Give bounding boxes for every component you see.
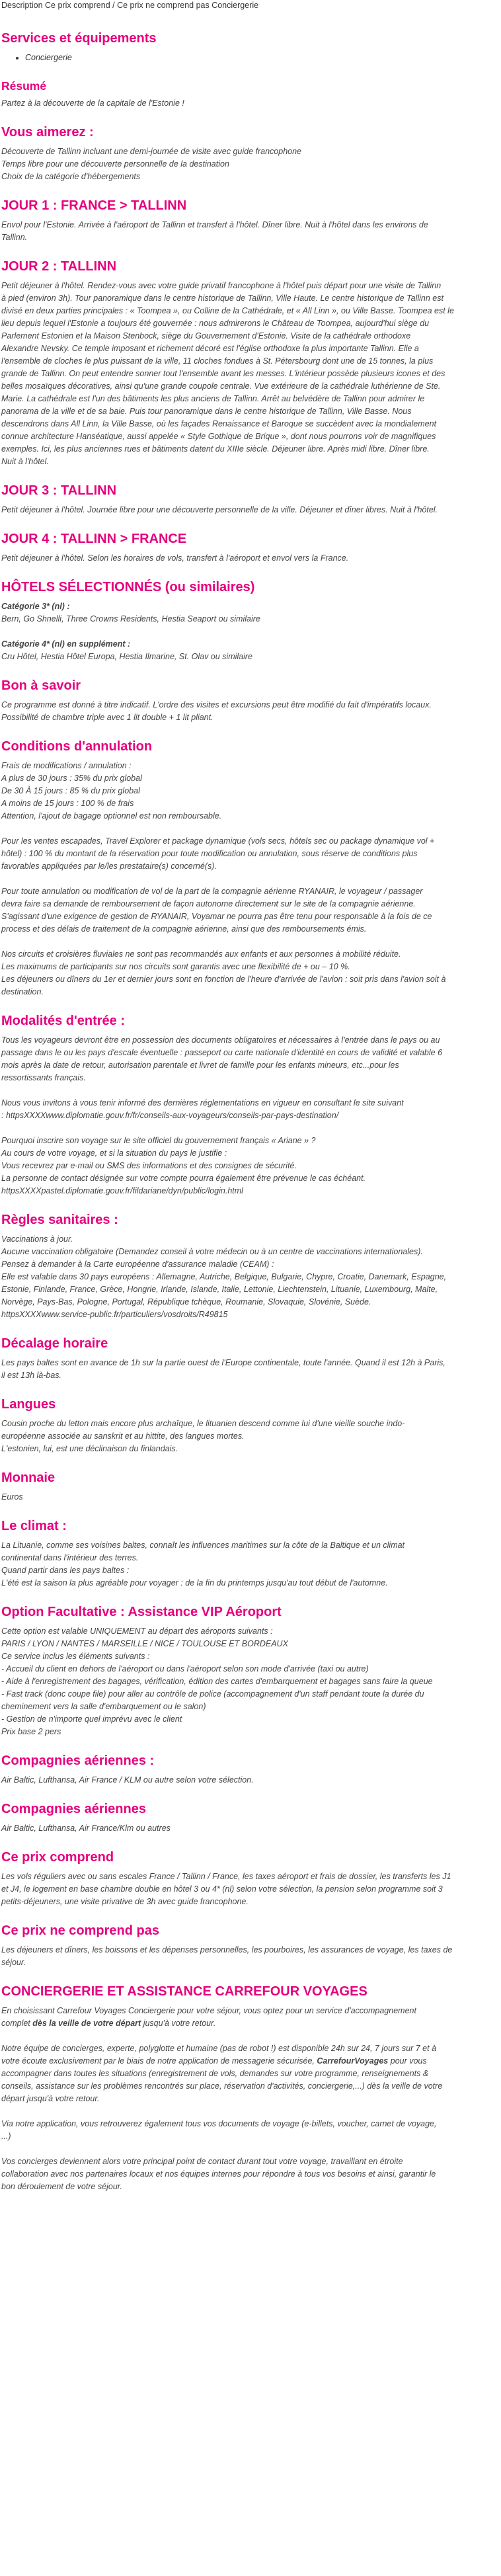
text-line: S'agissant d'une exigence de gestion de RYANAIR, Voyamar ne pourra pas être tenu pour responsable à la fois de ce (1, 912, 432, 921)
prix-comprend-text (1, 1871, 500, 1908)
services-title: Services et équipements (1, 31, 157, 46)
text-line: Nuit à l'hôtel. (1, 457, 49, 466)
text-line: Euros (1, 1492, 23, 1502)
text-line: petits-déjeuners, une visite privative de 3h avec guide francophone. (1, 1897, 249, 1906)
jour3-text (1, 504, 500, 516)
text-line: grande de Tallinn. On peut entendre sonner tout l'ensemble avant les messes. L'intérieur possède plusieurs icones et des (1, 369, 445, 378)
text-line: Via notre application, vous retrouverez également tous vos documents de voyage (e-billets, voucher, carnet de voyage, (1, 2119, 437, 2128)
text-line: Parlement Estonien et la Maison Stenbock, siège du Gouvernement d'Estonie. Visite de la cathédrale orthodoxe (1, 331, 411, 341)
jour2-title: JOUR 2 : TALLINN (1, 259, 117, 274)
option-vip-text (1, 1625, 500, 1738)
text-line: Petit déjeuner à l'hôtel. Journée libre pour une découverte personnelle de la ville. Déjeuner et dîner libres. Nuit à l'hôtel. (1, 505, 438, 514)
hotels-cat3-list: Bern, Go Shnelli, Three Crowns Residents, Hestia Seaport ou similaire (1, 614, 260, 624)
text-line: Pour les ventes escapades, Travel Explorer et package dynamique (vols secs, hôtels sec ou package dynamique vol + (1, 836, 435, 846)
conciergerie-text (1, 2005, 500, 2193)
vous-aimerez-title: Vous aimerez : (1, 125, 94, 140)
text-line: panorama de la ville et de sa baie. Puis tour panoramique dans le centre historique de Tallinn, Ville Basse. Nous (1, 407, 412, 416)
jour4-title: JOUR 4 : TALLINN > FRANCE (1, 532, 187, 546)
hotels-cat4-list: Cru Hôtel, Hestia Hôtel Europa, Hestia Ilmarine, St. Olav ou similaire (1, 652, 253, 661)
text-line: Les déjeuners et dîners, les boissons et les dépenses personnelles, les pourboires, les assurances de voyage, les taxes de (1, 1945, 453, 1954)
text-line: Vaccinations à jour. (1, 1234, 73, 1244)
text-line: Au cours de votre voyage, et si la situation du pays le justifie : (1, 1148, 227, 1158)
text-line: accompagner dans toutes les situations (enregistrement de vols, demandes sur votre programme, renseignements & (1, 2069, 429, 2078)
jour3-title: JOUR 3 : TALLINN (1, 483, 117, 498)
text-line: httpsXXXXwww.service-public.fr/particuliers/vosdroits/R49815 (1, 1310, 228, 1319)
sanitaires-text (1, 1233, 500, 1321)
climat-text (1, 1539, 500, 1590)
text-line: Pour toute annulation ou modification de vol de la part de la compagnie aérienne RYANAIR, le voyageur / passager (1, 887, 423, 896)
option-vip-title: Option Facultative : Assistance VIP Aéroport (1, 1605, 282, 1619)
text-line: La Lituanie, comme ses voisines baltes, connaît les influences maritimes sur la côte de la Baltique et un climat (1, 1541, 405, 1550)
text-line: A moins de 15 jours : 100 % de frais (1, 799, 134, 808)
text-line: européenne associée au sanskrit et au hittite, des langues mortes. (1, 1431, 245, 1441)
text-line: passage dans le ou les pays d'escale éventuelle : passeport ou carte nationale d'identité en cours de validité et valable 6 (1, 1048, 443, 1057)
text-line: Elle est valable dans 30 pays européens : Allemagne, Autriche, Belgique, Bulgarie, Chypre, Croatie, Danemark, Espagne, (1, 1272, 447, 1281)
conditions-annulation-text (1, 760, 500, 998)
jour4-text (1, 552, 500, 565)
text-line: : httpsXXXXwww.diplomatie.gouv.fr/fr/conseils-aux-voyageurs/conseils-par-pays-destination/ (1, 1111, 339, 1120)
text-line: Découverte de Tallinn incluant une demi-journée de visite avec guide francophone (1, 147, 301, 156)
breadcrumb: Description Ce prix comprend / Ce prix ne comprend pas Conciergerie (1, 1, 259, 10)
text-line: favorables appliquées par le/les prestataire(s) concerné(s). (1, 862, 217, 871)
text-line: Envol pour l'Estonie. Arrivée à l'aéroport de Tallinn et transfert à l'hôtel. Dîner libre. Nuit à l'hôtel dans les environs de (1, 220, 428, 229)
text-line: l'ensemble de cloches le plus puissant de la ville, 11 cloches fondues à St. Pétersbourg dont une de 15 tonnes, la plus (1, 356, 434, 366)
monnaie-title: Monnaie (1, 1470, 56, 1485)
text-line: Prix base 2 pers (1, 1727, 61, 1736)
text-line: ...) (1, 2132, 11, 2141)
modalites-title: Modalités d'entrée : (1, 1014, 126, 1028)
text-line: lieu depuis lequel l'Estonie a toujours été gouvernée : nous admirerons le Château de Toompea, aujourd'hui siège du (1, 319, 430, 328)
jour1-text (1, 219, 500, 244)
modalites-text (1, 1034, 500, 1197)
text-line: connue architecture Hanséatique, aussi appelée « Style Gothique de Brique », dont nous pourrons voir de magnifiques (1, 432, 436, 441)
text-line: bon déroulement de votre séjour. (1, 2182, 122, 2191)
text-line: PARIS / LYON / NANTES / MARSEILLE / NICE / TOULOUSE ET BORDEAUX (1, 1639, 288, 1648)
compagnies-aeriennes-2-text (1, 1822, 500, 1835)
text-line: A plus de 30 jours : 35% du prix global (1, 774, 142, 783)
hotels-cat3-label: Catégorie 3* (nl) : (1, 602, 70, 611)
text-line: - Gestion de n'importe quel imprévu avec le client (1, 1714, 182, 1724)
text-line: Petit déjeuner à l'hôtel. Selon les horaires de vols, transfert à l'aéroport et envol vers la France. (1, 553, 349, 563)
text-line: Petit déjeuner à l'hôtel. Rendez-vous avec votre guide privatif francophone à l'hôtel puis départ pour une visite de Tallinn (1, 281, 442, 290)
langues-title: Langues (1, 1397, 56, 1412)
prix-comprend-title: Ce prix comprend (1, 1850, 114, 1865)
text-line: votre écoute exclusivement par le biais de notre application de messagerie sécurisée, CarrefourVoyages pour vous (1, 2056, 427, 2066)
text-line: - Aide à l'enregistrement des bagages, vérification, édition des cartes d'embarquement et bagages sans faire la queue (1, 1677, 433, 1686)
text-line: ressortissants français. (1, 1073, 86, 1082)
text-line: L'estonien, lui, est une déclinaison du finlandais. (1, 1444, 178, 1453)
prix-ne-comprend-title: Ce prix ne comprend pas (1, 1923, 159, 1938)
text-line: séjour. (1, 1958, 26, 1967)
text-line: continental dans l'intérieur des terres. (1, 1553, 139, 1562)
compagnies-aeriennes-title: Compagnies aériennes : (1, 1753, 155, 1768)
text-line: Temps libre pour une découverte personnelle de la destination (1, 159, 229, 169)
vous-aimerez-text (1, 145, 500, 183)
text-line: Cousin proche du letton mais encore plus archaïque, le lituanien descend comme lui d'une vieille souche indo- (1, 1419, 405, 1428)
text-line: divisé en deux parties principales : « Toompea », ou Colline de la Cathédrale, et « All Linn », ou Ville Basse. Toompea est le (1, 306, 454, 315)
langues-text (1, 1418, 500, 1455)
text-line: il est 13h là-bas. (1, 1371, 62, 1380)
text-line: Choix de la catégorie d'hébergements (1, 172, 141, 181)
text-line: Partez à la découverte de la capitale de l'Estonie ! (1, 99, 184, 108)
list-item: • Conciergerie (25, 52, 500, 64)
text-line: devra faire sa demande de remboursement de façon autonome directement sur le site de la compagnie aérienne. (1, 899, 416, 908)
prix-ne-comprend-text (1, 1944, 500, 1969)
text-line: exemples. Ici, les plus anciennes rues et bâtiments datent du XIIIe siècle. Déjeuner libre. Après midi libre. Dîner libre. (1, 444, 430, 454)
text-line: mois après la date de retour, autorisation parentale et livret de famille pour les enfants mineurs, etc...pour les (1, 1061, 399, 1070)
resume-text (1, 97, 500, 110)
text-line: Aucune vaccination obligatoire (Demandez conseil à votre médecin ou à un centre de vaccinations internationales). (1, 1247, 423, 1256)
compagnies-aeriennes-2-title: Compagnies aériennes (1, 1802, 146, 1816)
text-line: conseils, assistance sur les problèmes rencontrés sur place, réservation d'activités, conciergerie,...) dès la veille de votre (1, 2081, 443, 2091)
text-line: Les maximums de participants sur nos circuits sont garantis avec une flexibilité de + ou – 10 %. (1, 962, 350, 971)
text-line: En choisissant Carrefour Voyages Conciergerie pour votre séjour, vous optez pour un service d'accompagnement (1, 2006, 416, 2015)
text-line: - Fast track (donc coupe file) pour aller au contrôle de police (accompagnement d'un staff pendant toute la durée du (1, 1689, 424, 1699)
text-line: Possibilité de chambre triple avec 1 lit double + 1 lit pliant. (1, 713, 213, 722)
text-line: belles mosaïques décoratives, ainsi qu'une grande coupole centrale. Vue extérieure de la cathédrale luthérienne de Ste. (1, 382, 441, 391)
text-line: Vous recevrez par e-mail ou SMS des informations et des consignes de sécurité. (1, 1161, 297, 1170)
compagnies-aeriennes-text (1, 1774, 500, 1787)
text-line: Air Baltic, Lufthansa, Air France / KLM ou autre selon votre sélection. (1, 1775, 254, 1785)
hotels-text (1, 600, 500, 663)
text-line: Nous vous invitons à vous tenir informé des dernières réglementations en vigueur en consultant le site suivant (1, 1098, 404, 1107)
text-line: Ce service inclus les éléments suivants : (1, 1652, 150, 1661)
text-line: Air Baltic, Lufthansa, Air France/Klm ou autres (1, 1824, 171, 1833)
text-line: Tous les voyageurs devront être en possession des documents obligatoires et nécessaires à l'entrée dans le pays ou au (1, 1035, 440, 1045)
services-list (1, 52, 500, 64)
text-line: cheminement vers la salle d'embarquement ou le salon) (1, 1702, 206, 1711)
text-line: L'été est la saison la plus agréable pour voyager : de la fin du printemps jusqu'au tout début de l'automne. (1, 1578, 388, 1588)
text-line: Frais de modifications / annulation : (1, 761, 132, 770)
climat-title: Le climat : (1, 1519, 67, 1533)
text-line: Attention, l'ajout de bagage optionnel est non remboursable. (1, 811, 222, 821)
text-line: Les pays baltes sont en avance de 1h sur la partie ouest de l'Europe continentale, toute l'année. Quand il est 12h à Paris, (1, 1358, 445, 1367)
text-line: De 30 À 15 jours : 85 % du prix global (1, 786, 140, 795)
text-line: Estonie, Finlande, France, Grèce, Hongrie, Irlande, Islande, Italie, Lettonie, Liechtenstein, Lituanie, Luxembourg, Malte, (1, 1285, 438, 1294)
sanitaires-title: Règles sanitaires : (1, 1213, 118, 1227)
text-line: Pensez à demander à la Carte européenne d'assurance maladie (CEAM) : (1, 1260, 274, 1269)
text-line: La personne de contact désignée sur votre compte pourra également être prévenue le cas échéant. (1, 1174, 366, 1183)
conciergerie-title: CONCIERGERIE ET ASSISTANCE CARREFOUR VOYAGES (1, 1984, 367, 1999)
text-line: Norvège, Pays-Bas, Pologne, Portugal, République tchèque, Roumanie, Slovaquie, Slovénie, Suède. (1, 1297, 371, 1307)
decalage-title: Décalage horaire (1, 1336, 108, 1351)
text-line: à pied (environ 3h). Tour panoramique dans le centre historique de Tallinn, Ville Haute. Le centre historique de Tallinn est (1, 294, 443, 303)
jour1-title: JOUR 1 : FRANCE > TALLINN (1, 198, 187, 213)
text-line: - Accueil du client en dehors de l'aéroport ou dans l'aéroport selon son mode d'arrivée (taxi ou autre) (1, 1664, 369, 1673)
text-line: collaboration avec nos partenaires locaux et nos équipes internes pour répondre à tous vos besoins et ainsi, garantir le (1, 2169, 436, 2179)
text-line: complet dès la veille de votre départ jusqu'à votre retour. (1, 2019, 216, 2028)
text-line: Marie. La cathédrale est l'un des bâtiments les plus anciens de Tallinn. Arrêt au belvédère de Tallinn pour admirer le (1, 394, 425, 403)
text-line: Pourquoi inscrire son voyage sur le site officiel du gouvernement français « Ariane » ? (1, 1136, 316, 1145)
text-line: Quand partir dans les pays baltes : (1, 1566, 130, 1575)
text-line: Notre équipe de concierges, experte, polyglotte et humaine (pas de robot !) est disponible 24h sur 24, 7 jours sur 7 et à (1, 2044, 437, 2053)
bon-savoir-text (1, 699, 500, 724)
text-line: départ jusqu'à votre retour. (1, 2094, 100, 2103)
decalage-text (1, 1357, 500, 1382)
resume-title: Résumé (1, 79, 47, 93)
monnaie-text (1, 1491, 500, 1504)
text-line: et J4, le logement en base chambre double en hôtel 3 ou 4* (nl) selon votre sélection, la pension selon programme soit 3 (1, 1884, 443, 1894)
text-line: Les déjeuners ou dîners du 1er et dernier jours sont en fonction de l'heure d'arrivée de l'avion : soit pris dans l'avion soit à (1, 975, 446, 984)
hotels-title: HÔTELS SÉLECTIONNÉS (ou similaires) (1, 580, 255, 594)
text-line: Nos circuits et croisières fluviales ne sont pas recommandés aux enfants et aux personnes à mobilité réduite. (1, 949, 401, 959)
hotels-cat4-label: Catégorie 4* (nl) en supplément : (1, 639, 131, 649)
text-line: hôtel) : 100 % du montant de la réservation pour toute modification ou annulation, sous réserve de conditions plus (1, 849, 418, 858)
text-line: process et des délais de traitement de la compagnie aérienne, ainsi que des remboursements émis. (1, 924, 367, 934)
text-line: Les vols réguliers avec ou sans escales France / Tallinn / France, les taxes aéroport et frais de dossier, les transferts les J1 (1, 1872, 451, 1881)
conditions-annulation-title: Conditions d'annulation (1, 739, 153, 754)
bon-savoir-title: Bon à savoir (1, 678, 81, 693)
jour2-text (1, 280, 500, 468)
text-line: httpsXXXXpastel.diplomatie.gouv.fr/fildariane/dyn/public/login.html (1, 1186, 243, 1195)
text-line: destination. (1, 987, 44, 996)
text-line: descendrons dans All Linn, la Ville Basse, où les façades Renaissance et Baroque se succèdent avec la mondialement (1, 419, 437, 428)
text-line: Vos concierges deviennent alors votre principal point de contact durant tout votre voyage, travaillant en étroite (1, 2157, 403, 2166)
text-line: Cette option est valable UNIQUEMENT au départ des aéroports suivants : (1, 1627, 273, 1636)
text-line: Tallinn. (1, 233, 28, 242)
text-line: Ce programme est donné à titre indicatif. L'ordre des visites et excursions peut être modifié du fait d'impératifs locaux. (1, 700, 432, 709)
text-line: Alexandre Nevsky. Ce temple imposant et richement décoré est l'église orthodoxe la plus importante Tallinn. Elle a (1, 344, 419, 353)
